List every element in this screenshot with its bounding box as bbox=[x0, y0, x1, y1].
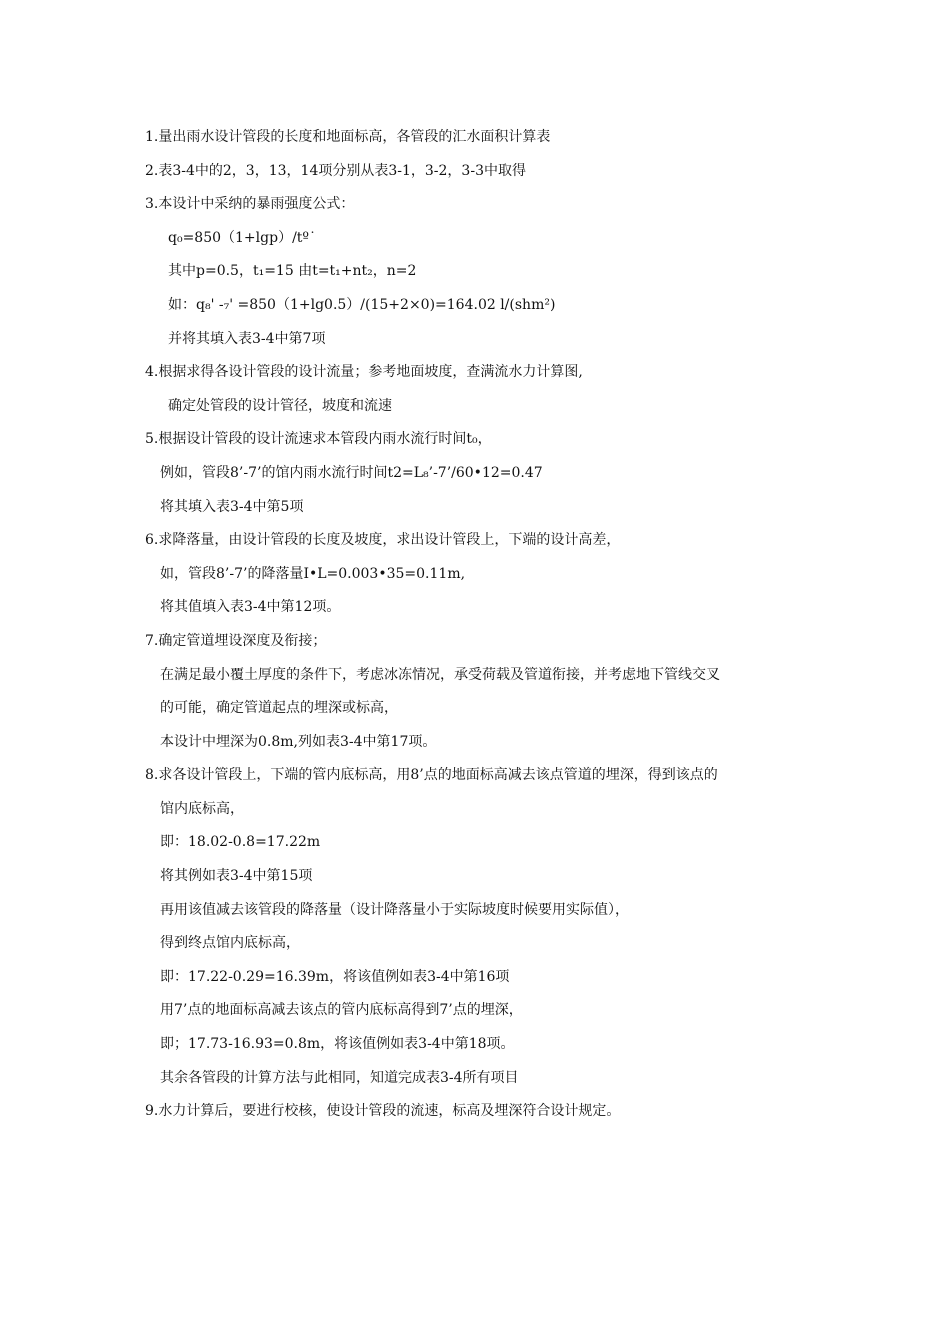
text-line: 3.本设计中采纳的暴雨强度公式： bbox=[145, 196, 355, 213]
text-line: 用7’点的地面标高减去该点的管内底标高得到7’点的埋深， bbox=[160, 1002, 523, 1019]
text-line: 确定处管段的设计管径，坡度和流速 bbox=[168, 397, 392, 414]
text-line: 再用该值减去该管段的降落量（设计降落量小于实际坡度时候要用实际值）， bbox=[160, 901, 629, 918]
text-line: 即：18.02-0.8=17.22m bbox=[160, 834, 321, 851]
text-line: 的可能，确定管道起点的埋深或标高， bbox=[160, 700, 398, 717]
text-line: 8.求各设计管段上，下端的管内底标高，用8’点的地面标高减去该点管道的埋深，得到该点的 bbox=[145, 767, 718, 784]
document-body bbox=[0, 124, 950, 1132]
text-line: 得到终点馆内底标高， bbox=[160, 935, 300, 952]
text-line: 即：17.22-0.29=16.39m，将该值例如表3-4中第16项 bbox=[160, 968, 510, 985]
text-line: 4.根据求得各设计管段的设计流量；参考地面坡度，查满流水力计算图, bbox=[145, 364, 583, 381]
text-line: q₀=850（1+lgp）/tº˙ bbox=[168, 229, 316, 246]
text-line: 将其填入表3-4中第5项 bbox=[160, 498, 304, 515]
text-line: 其中p=0.5，t₁=15 由t=t₁+nt₂，n=2 bbox=[168, 263, 417, 280]
text-line: 并将其填入表3-4中第7项 bbox=[168, 330, 326, 347]
text-line: 6.求降落量，由设计管段的长度及坡度，求出设计管段上，下端的设计高差， bbox=[145, 532, 621, 549]
text-line: 将其值填入表3-4中第12项。 bbox=[160, 599, 341, 616]
text-line: 在满足最小覆土厚度的条件下，考虑冰冻情况，承受荷载及管道衔接，并考虑地下管线交叉 bbox=[160, 666, 720, 683]
text-line: 1.量出雨水设计管段的长度和地面标高，各管段的汇水面积计算表 bbox=[145, 129, 551, 145]
text-line: 如：q₈' -₇' =850（1+lg0.5）/(15+2×0)=164.02 l/(shm²) bbox=[168, 296, 556, 313]
text-line: 将其例如表3-4中第15项 bbox=[160, 868, 313, 885]
text-line: 本设计中埋深为0.8m,列如表3-4中第17项。 bbox=[160, 733, 437, 750]
text-line: 2.表3-4中的2，3，13，14项分别从表3-1，3-2，3-3中取得 bbox=[145, 162, 526, 179]
text-line: 如，管段8’-7’的降落量I•L=0.003•35=0.11m, bbox=[160, 565, 466, 582]
text-line: 7.确定管道埋设深度及衔接； bbox=[145, 632, 327, 649]
text-line: 9.水力计算后，要进行校核，使设计管段的流速，标高及埋深符合设计规定。 bbox=[145, 1103, 621, 1120]
text-line: 即；17.73-16.93=0.8m，将该值例如表3-4中第18项。 bbox=[160, 1036, 515, 1053]
text-line: 5.根据设计管段的设计流速求本管段内雨水流行时间t₀， bbox=[145, 431, 492, 448]
text-line: 其余各管段的计算方法与此相同，知道完成表3-4所有项目 bbox=[160, 1069, 519, 1086]
text-line: 馆内底标高， bbox=[160, 800, 244, 817]
text-line: 例如，管段8’-7’的馆内雨水流行时间t2=L₈’-7’/60•12=0.47 bbox=[160, 464, 543, 481]
